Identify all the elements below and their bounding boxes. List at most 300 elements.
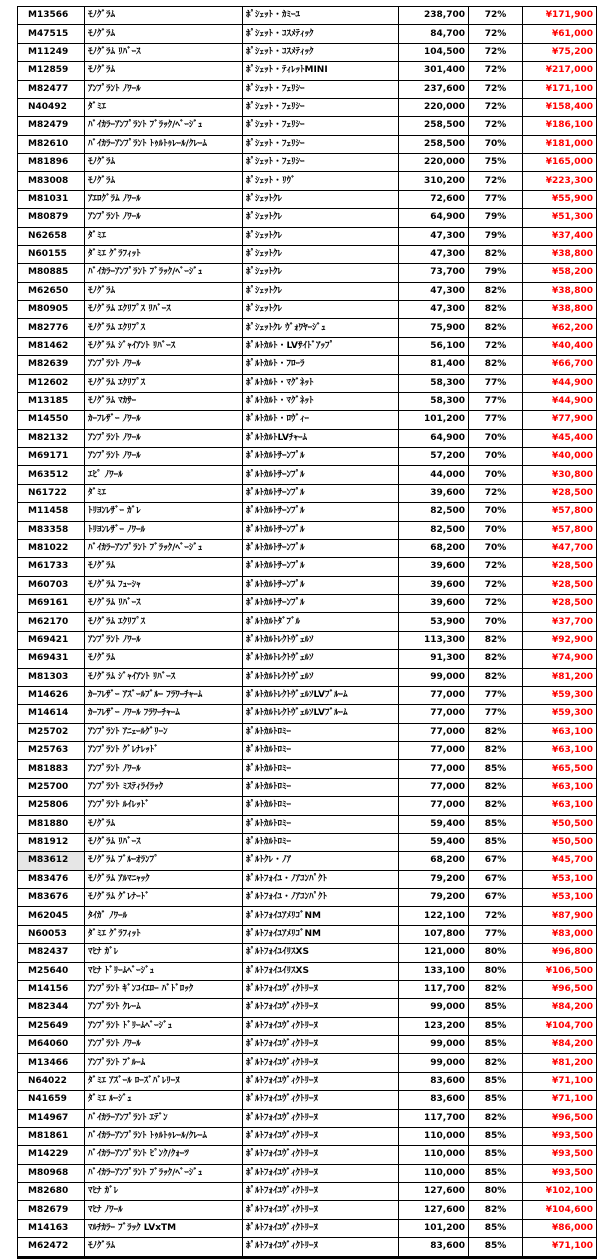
table-row [18,999,597,1017]
purchase-rate-cell: 85% [469,1238,523,1257]
purchase-price-cell: ¥84,200 [523,1036,597,1054]
price-sheet [17,6,596,1259]
material-line-cell: ﾓﾉｸﾞﾗﾑ [85,172,243,190]
purchase-price-cell: ¥181,000 [523,135,597,153]
product-code-cell: M14967 [18,1109,85,1127]
material-line-cell: ﾀﾞﾐｴ [85,98,243,116]
retail-price-cell: 64,900 [399,429,469,447]
retail-price-cell: 59,400 [399,833,469,851]
purchase-rate-cell: 72% [469,172,523,190]
purchase-rate-cell: 79% [469,227,523,245]
retail-price-cell: 113,300 [399,631,469,649]
retail-price-cell: 101,200 [399,411,469,429]
purchase-rate-cell: 80% [469,962,523,980]
product-code-cell: M14614 [18,705,85,723]
table-row [18,43,597,61]
product-code-cell: M82639 [18,356,85,374]
retail-price-cell: 237,600 [399,80,469,98]
purchase-rate-cell: 80% [469,1183,523,1201]
model-name-cell: ﾎﾟﾙﾄﾌｫｲﾕｲﾘｽXS [243,944,399,962]
purchase-rate-cell: 85% [469,833,523,851]
product-code-cell: M82132 [18,429,85,447]
product-code-cell: M82680 [18,1183,85,1201]
product-code-cell: M82679 [18,1201,85,1219]
model-name-cell: ﾎﾟｼｪｯﾄ・ﾌｪﾘｼｰ [243,98,399,116]
product-code-cell: M12602 [18,374,85,392]
material-line-cell: ｴﾋﾟ ﾉﾜｰﾙ [85,466,243,484]
model-name-cell: ﾎﾟﾙﾄﾌｫｲﾕｳﾞｨｸﾄﾘｰﾇ [243,1219,399,1237]
purchase-price-cell: ¥40,400 [523,337,597,355]
purchase-rate-cell: 70% [469,503,523,521]
table-row [18,7,597,25]
model-name-cell: ﾎﾟﾙﾄｶﾙﾄLVﾁｬｰﾑ [243,429,399,447]
purchase-price-cell: ¥50,500 [523,815,597,833]
table-row [18,613,597,631]
table-row [18,1164,597,1182]
purchase-rate-cell: 85% [469,999,523,1017]
table-row [18,1238,597,1257]
model-name-cell: ﾎﾟﾙﾄｶﾙﾄｻｰﾝﾌﾟﾙ [243,448,399,466]
table-row [18,282,597,300]
table-row [18,742,597,760]
table-row [18,833,597,851]
material-line-cell: ｱﾝﾌﾟﾗﾝﾄ ﾄﾞﾘｰﾑﾍﾞｰｼﾞｭ [85,1017,243,1035]
purchase-rate-cell: 79% [469,209,523,227]
retail-price-cell: 238,700 [399,7,469,25]
retail-price-cell: 47,300 [399,227,469,245]
table-row [18,484,597,502]
material-line-cell: ﾓﾉｸﾞﾗﾑ ﾘﾊﾞｰｽ [85,43,243,61]
purchase-rate-cell: 85% [469,1164,523,1182]
table-row [18,558,597,576]
purchase-price-cell: ¥37,700 [523,613,597,631]
product-code-cell: M11458 [18,503,85,521]
retail-price-cell: 83,600 [399,1238,469,1257]
material-line-cell: ﾀﾞﾐｴ ｸﾞﾗﾌｨｯﾄ [85,925,243,943]
retail-price-cell: 47,300 [399,301,469,319]
purchase-rate-cell: 85% [469,760,523,778]
purchase-price-cell: ¥57,800 [523,503,597,521]
purchase-rate-cell: 67% [469,870,523,888]
purchase-rate-cell: 72% [469,98,523,116]
purchase-price-cell: ¥158,400 [523,98,597,116]
purchase-rate-cell: 72% [469,907,523,925]
purchase-price-cell: ¥63,100 [523,778,597,796]
product-code-cell: M62472 [18,1238,85,1257]
table-row [18,98,597,116]
material-line-cell: ﾏﾋﾅ ｶﾞﾚ [85,944,243,962]
material-line-cell: ﾊﾞｲｶﾗｰｱﾝﾌﾟﾗﾝﾄ ﾄｩﾙﾄｩﾚｰﾙ/ｸﾚｰﾑ [85,135,243,153]
table-row [18,245,597,263]
model-name-cell: ﾎﾟｼｪｯﾄ・ｺｽﾒﾃｨｯｸ [243,43,399,61]
table-row [18,264,597,282]
table-row [18,209,597,227]
product-code-cell: M80885 [18,264,85,282]
purchase-rate-cell: 72% [469,576,523,594]
material-line-cell: ﾓﾉｸﾞﾗﾑ ｱﾙﾏﾆｬｯｸ [85,870,243,888]
table-row [18,80,597,98]
purchase-price-cell: ¥71,100 [523,1238,597,1257]
material-line-cell: ﾓﾉｸﾞﾗﾑ [85,25,243,43]
material-line-cell: ﾓﾉｸﾞﾗﾑ [85,815,243,833]
retail-price-cell: 99,000 [399,1054,469,1072]
model-name-cell: ﾎﾟﾙﾄｶﾙﾄﾛﾐｰ [243,723,399,741]
model-name-cell: ﾎﾟﾙﾄｶﾙﾄｻｰﾝﾌﾟﾙ [243,503,399,521]
material-line-cell: ﾓﾉｸﾞﾗﾑ [85,558,243,576]
purchase-price-cell: ¥86,000 [523,1219,597,1237]
material-line-cell: ｱﾝﾌﾟﾗﾝﾄ ｸﾚｰﾑ [85,999,243,1017]
purchase-price-cell: ¥47,700 [523,539,597,557]
table-row [18,576,597,594]
product-code-cell: M80968 [18,1164,85,1182]
purchase-rate-cell: 72% [469,595,523,613]
product-code-cell: M83358 [18,521,85,539]
model-name-cell: ﾎﾟﾙﾄﾌｫｲﾕｲﾘｽXS [243,962,399,980]
retail-price-cell: 44,000 [399,466,469,484]
product-code-cell: N60053 [18,925,85,943]
model-name-cell: ﾎﾟﾙﾄｶﾙﾄｻｰﾝﾌﾟﾙ [243,595,399,613]
model-name-cell: ﾎﾟｼｪｯﾄｸﾚ [243,264,399,282]
product-code-cell: M69161 [18,595,85,613]
model-name-cell: ﾎﾟｼｪｯﾄｸﾚ [243,282,399,300]
retail-price-cell: 53,900 [399,613,469,631]
product-code-cell: M14229 [18,1146,85,1164]
material-line-cell: ﾊﾞｲｶﾗｰｱﾝﾌﾟﾗﾝﾄ ﾋﾟﾝｸ/ｸｫｰﾂ [85,1146,243,1164]
retail-price-cell: 127,600 [399,1183,469,1201]
purchase-rate-cell: 70% [469,539,523,557]
retail-price-cell: 64,900 [399,209,469,227]
product-code-cell: M81031 [18,190,85,208]
product-code-cell: M82776 [18,319,85,337]
purchase-price-cell: ¥59,300 [523,705,597,723]
product-code-cell: N62658 [18,227,85,245]
product-code-cell: M62045 [18,907,85,925]
retail-price-cell: 57,200 [399,448,469,466]
purchase-rate-cell: 82% [469,356,523,374]
product-code-cell: M81912 [18,833,85,851]
table-row [18,154,597,172]
retail-price-cell: 127,600 [399,1201,469,1219]
retail-price-cell: 99,000 [399,999,469,1017]
retail-price-cell: 123,200 [399,1017,469,1035]
model-name-cell: ﾎﾟﾙﾄｶﾙﾄﾛﾐｰ [243,778,399,796]
model-name-cell: ﾎﾟﾙﾄｶﾙﾄ・ﾏｸﾞﾈｯﾄ [243,392,399,410]
product-code-cell: M81022 [18,539,85,557]
model-name-cell: ﾎﾟﾙﾄｶﾙﾄﾚｸﾄｳﾞｪﾙｿ [243,650,399,668]
material-line-cell: ｱﾝﾌﾟﾗﾝﾄ ﾉﾜｰﾙ [85,356,243,374]
retail-price-cell: 220,000 [399,154,469,172]
product-code-cell: N60155 [18,245,85,263]
purchase-price-cell: ¥165,000 [523,154,597,172]
table-row [18,797,597,815]
purchase-rate-cell: 82% [469,650,523,668]
model-name-cell: ﾎﾟﾙﾄﾌｫｲﾕｳﾞｨｸﾄﾘｰﾇ [243,1146,399,1164]
material-line-cell: ｱﾝﾌﾟﾗﾝﾄ ﾉﾜｰﾙ [85,429,243,447]
material-line-cell: ｱﾝﾌﾟﾗﾝﾄ ﾉﾜｰﾙ [85,631,243,649]
retail-price-cell: 133,100 [399,962,469,980]
material-line-cell: ﾊﾞｲｶﾗｰｱﾝﾌﾟﾗﾝﾄ ﾌﾞﾗｯｸ/ﾍﾞｰｼﾞｭ [85,117,243,135]
purchase-rate-cell: 85% [469,1219,523,1237]
material-line-cell: ﾏﾋﾅ ﾉﾜｰﾙ [85,1201,243,1219]
table-row [18,889,597,907]
purchase-rate-cell: 67% [469,852,523,870]
model-name-cell: ﾎﾟﾙﾄｶﾙﾄﾛﾐｰ [243,760,399,778]
retail-price-cell: 73,700 [399,264,469,282]
product-code-cell: M14156 [18,980,85,998]
product-code-cell: M82477 [18,80,85,98]
retail-price-cell: 77,000 [399,686,469,704]
retail-price-cell: 110,000 [399,1164,469,1182]
product-code-cell: M82437 [18,944,85,962]
purchase-price-cell: ¥62,200 [523,319,597,337]
material-line-cell: ｶｰﾌﾚｻﾞｰ ﾉﾜｰﾙ [85,411,243,429]
product-code-cell: M69421 [18,631,85,649]
purchase-rate-cell: 85% [469,815,523,833]
model-name-cell: ﾎﾟﾙﾄｶﾙﾄ・LVｻｲﾄﾞｱｯﾌﾟ [243,337,399,355]
purchase-rate-cell: 82% [469,1054,523,1072]
model-name-cell: ﾎﾟﾙﾄｶﾙﾄ・ﾌﾛｰﾗ [243,356,399,374]
material-line-cell: ﾓﾉｸﾞﾗﾑ [85,282,243,300]
product-code-cell: M25700 [18,778,85,796]
product-code-cell: M83612 [18,852,85,870]
purchase-rate-cell: 72% [469,80,523,98]
retail-price-cell: 75,900 [399,319,469,337]
model-name-cell: ﾎﾟﾙﾄﾌｫｲﾕｳﾞｨｸﾄﾘｰﾇ [243,1164,399,1182]
retail-price-cell: 79,200 [399,889,469,907]
model-name-cell: ﾎﾟｼｪｯﾄ・ｶﾐｰﾕ [243,7,399,25]
purchase-price-cell: ¥71,100 [523,1091,597,1109]
purchase-price-cell: ¥171,900 [523,7,597,25]
model-name-cell: ﾎﾟﾙﾄﾌｫｲﾕ・ﾉｱｺﾝﾊﾟｸﾄ [243,889,399,907]
purchase-price-cell: ¥93,500 [523,1146,597,1164]
purchase-rate-cell: 82% [469,668,523,686]
model-name-cell: ﾎﾟﾙﾄｶﾙﾄﾛﾐｰ [243,833,399,851]
purchase-rate-cell: 70% [469,466,523,484]
model-name-cell: ﾎﾟﾙﾄｶﾙﾄﾚｸﾄｳﾞｪﾙｿ [243,668,399,686]
model-name-cell: ﾎﾟﾙﾄｶﾙﾄﾛﾐｰ [243,742,399,760]
retail-price-cell: 59,400 [399,815,469,833]
purchase-price-cell: ¥186,100 [523,117,597,135]
retail-price-cell: 110,000 [399,1146,469,1164]
product-code-cell: M80879 [18,209,85,227]
model-name-cell: ﾎﾟｼｪｯﾄｸﾚ [243,209,399,227]
retail-price-cell: 258,500 [399,117,469,135]
material-line-cell: ﾀﾞﾐｴ ﾙｰｼﾞｭ [85,1091,243,1109]
retail-price-cell: 39,600 [399,558,469,576]
retail-price-cell: 310,200 [399,172,469,190]
material-line-cell: ﾀｲｶﾞ ﾉﾜｰﾙ [85,907,243,925]
product-code-cell: N40492 [18,98,85,116]
material-line-cell: ﾄﾘﾖﾝﾚｻﾞｰ ｶﾞﾚ [85,503,243,521]
table-row [18,1146,597,1164]
retail-price-cell: 83,600 [399,1072,469,1090]
material-line-cell: ｱﾝﾌﾟﾗﾝﾄ ﾉﾜｰﾙ [85,209,243,227]
product-code-cell: M14550 [18,411,85,429]
purchase-rate-cell: 67% [469,889,523,907]
material-line-cell: ﾄﾘﾖﾝﾚｻﾞｰ ﾉﾜｰﾙ [85,521,243,539]
purchase-price-cell: ¥53,100 [523,870,597,888]
table-row [18,448,597,466]
model-name-cell: ﾎﾟﾙﾄｶﾙﾄﾀﾞﾌﾞﾙ [243,613,399,631]
table-row [18,631,597,649]
purchase-price-cell: ¥44,900 [523,374,597,392]
retail-price-cell: 122,100 [399,907,469,925]
purchase-rate-cell: 82% [469,245,523,263]
retail-price-cell: 117,700 [399,1109,469,1127]
purchase-price-cell: ¥53,100 [523,889,597,907]
model-name-cell: ﾎﾟﾙﾄｶﾙﾄﾚｸﾄｳﾞｪﾙｿ [243,631,399,649]
retail-price-cell: 77,000 [399,760,469,778]
product-code-cell: M69171 [18,448,85,466]
purchase-rate-cell: 70% [469,521,523,539]
product-code-cell: M62650 [18,282,85,300]
retail-price-cell: 91,300 [399,650,469,668]
material-line-cell: ｱﾝﾌﾟﾗﾝﾄ ﾙｲﾚｯﾄﾞ [85,797,243,815]
purchase-price-cell: ¥28,500 [523,595,597,613]
purchase-rate-cell: 82% [469,319,523,337]
model-name-cell: ﾎﾟﾙﾄﾌｫｲﾕｳﾞｨｸﾄﾘｰﾇ [243,1036,399,1054]
purchase-price-cell: ¥106,500 [523,962,597,980]
purchase-price-cell: ¥96,800 [523,944,597,962]
purchase-rate-cell: 82% [469,797,523,815]
table-row [18,723,597,741]
material-line-cell: ﾓﾉｸﾞﾗﾑ ﾌﾞﾙｰｵﾗﾝﾌﾟ [85,852,243,870]
purchase-rate-cell: 85% [469,1127,523,1145]
model-name-cell: ﾎﾟｼｪｯﾄｸﾚ [243,301,399,319]
table-row [18,944,597,962]
product-code-cell: M14626 [18,686,85,704]
material-line-cell: ﾓﾉｸﾞﾗﾑ [85,154,243,172]
purchase-rate-cell: 79% [469,264,523,282]
table-row [18,466,597,484]
table-row [18,668,597,686]
material-line-cell: ﾀﾞﾐｴ [85,227,243,245]
table-row [18,1201,597,1219]
purchase-rate-cell: 77% [469,190,523,208]
table-row [18,1036,597,1054]
purchase-price-cell: ¥38,800 [523,282,597,300]
material-line-cell: ﾓﾉｸﾞﾗﾑ ｼﾞｬｲｱﾝﾄ ﾘﾊﾞｰｽ [85,337,243,355]
purchase-price-cell: ¥171,100 [523,80,597,98]
purchase-rate-cell: 85% [469,1036,523,1054]
model-name-cell: ﾎﾟﾙﾄﾌｫｲﾕｳﾞｨｸﾄﾘｰﾇ [243,1127,399,1145]
product-code-cell: M81861 [18,1127,85,1145]
purchase-rate-cell: 82% [469,301,523,319]
product-code-cell: M83476 [18,870,85,888]
purchase-price-cell: ¥51,300 [523,209,597,227]
table-row [18,1072,597,1090]
retail-price-cell: 58,300 [399,374,469,392]
material-line-cell: ﾏﾋﾅ ﾄﾞﾘｰﾑﾍﾞｰｼﾞｭ [85,962,243,980]
product-code-cell: M47515 [18,25,85,43]
material-line-cell: ﾓﾉｸﾞﾗﾑ [85,7,243,25]
purchase-rate-cell: 80% [469,944,523,962]
model-name-cell: ﾎﾟﾙﾄﾌｫｲﾕｳﾞｨｸﾄﾘｰﾇ [243,1072,399,1090]
purchase-rate-cell: 72% [469,43,523,61]
model-name-cell: ﾎﾟﾙﾄﾌｫｲﾕｳﾞｨｸﾄﾘｰﾇ [243,980,399,998]
product-code-cell: M14163 [18,1219,85,1237]
product-code-cell: M13466 [18,1054,85,1072]
purchase-rate-cell: 77% [469,925,523,943]
purchase-rate-cell: 82% [469,1201,523,1219]
purchase-rate-cell: 82% [469,778,523,796]
table-row [18,815,597,833]
model-name-cell: ﾎﾟﾙﾄｶﾙﾄｻｰﾝﾌﾟﾙ [243,576,399,594]
purchase-price-cell: ¥57,800 [523,521,597,539]
purchase-price-cell: ¥59,300 [523,686,597,704]
material-line-cell: ﾓﾉｸﾞﾗﾑ ｸﾞﾚﾅｰﾄﾞ [85,889,243,907]
purchase-price-cell: ¥84,200 [523,999,597,1017]
material-line-cell: ｱﾝﾌﾟﾗﾝﾄ ﾉﾜｰﾙ [85,760,243,778]
table-row [18,392,597,410]
model-name-cell: ﾎﾟﾙﾄﾌｫｲﾕｳﾞｨｸﾄﾘｰﾇ [243,999,399,1017]
table-row [18,980,597,998]
purchase-price-cell: ¥96,500 [523,980,597,998]
material-line-cell: ﾓﾉｸﾞﾗﾑ ﾘﾊﾞｰｽ [85,833,243,851]
material-line-cell: ｱﾝﾌﾟﾗﾝﾄ ﾉﾜｰﾙ [85,1036,243,1054]
product-code-cell: M82479 [18,117,85,135]
model-name-cell: ﾎﾟﾙﾄｶﾙﾄ・ﾏｸﾞﾈｯﾄ [243,374,399,392]
table-row [18,925,597,943]
retail-price-cell: 99,000 [399,1036,469,1054]
table-row [18,429,597,447]
model-name-cell: ﾎﾟｼｪｯﾄ・ﾘｳﾞ [243,172,399,190]
material-line-cell: ﾏﾋﾅ ｶﾞﾚ [85,1183,243,1201]
purchase-rate-cell: 72% [469,558,523,576]
table-row [18,1219,597,1237]
retail-price-cell: 56,100 [399,337,469,355]
table-row [18,705,597,723]
material-line-cell: ﾓﾉｸﾞﾗﾑ [85,1238,243,1257]
table-row [18,521,597,539]
purchase-price-cell: ¥50,500 [523,833,597,851]
table-row [18,319,597,337]
material-line-cell: ｱﾝﾌﾟﾗﾝﾄ ﾐｽﾃｨﾗｲﾗｯｸ [85,778,243,796]
retail-price-cell: 121,000 [399,944,469,962]
product-code-cell: M13185 [18,392,85,410]
material-line-cell: ﾓﾉｸﾞﾗﾑ ﾏｶｻｰ [85,392,243,410]
purchase-price-cell: ¥83,000 [523,925,597,943]
retail-price-cell: 110,000 [399,1127,469,1145]
product-code-cell: M81303 [18,668,85,686]
purchase-rate-cell: 82% [469,282,523,300]
retail-price-cell: 58,300 [399,392,469,410]
retail-price-cell: 82,500 [399,521,469,539]
model-name-cell: ﾎﾟｼｪｯﾄ・ﾌｪﾘｼｰ [243,117,399,135]
retail-price-cell: 77,000 [399,705,469,723]
retail-price-cell: 99,000 [399,668,469,686]
model-name-cell: ﾎﾟﾙﾄﾌｫｲﾕｳﾞｨｸﾄﾘｰﾇ [243,1017,399,1035]
purchase-price-cell: ¥28,500 [523,558,597,576]
purchase-price-cell: ¥93,500 [523,1164,597,1182]
product-code-cell: M81896 [18,154,85,172]
material-line-cell: ﾓﾉｸﾞﾗﾑ ｴｸﾘﾌﾟｽ ﾘﾊﾞｰｽ [85,301,243,319]
material-line-cell: ﾊﾞｲｶﾗｰｱﾝﾌﾟﾗﾝﾄ ﾌﾞﾗｯｸ/ﾍﾞｰｼﾞｭ [85,539,243,557]
material-line-cell: ﾓﾉｸﾞﾗﾑ ｴｸﾘﾌﾟｽ [85,319,243,337]
model-name-cell: ﾎﾟﾙﾄｶﾙﾄﾚｸﾄｳﾞｪﾙｿLVﾌﾞﾙｰﾑ [243,705,399,723]
retail-price-cell: 258,500 [399,135,469,153]
model-name-cell: ﾎﾟﾙﾄｶﾙﾄｻｰﾝﾌﾟﾙ [243,484,399,502]
purchase-price-cell: ¥81,200 [523,668,597,686]
purchase-price-cell: ¥71,100 [523,1072,597,1090]
product-code-cell: M12859 [18,62,85,80]
purchase-rate-cell: 77% [469,686,523,704]
table-row [18,907,597,925]
table-row [18,301,597,319]
price-table [17,6,597,1259]
table-row [18,1017,597,1035]
model-name-cell: ﾎﾟﾙﾄｶﾙﾄｻｰﾝﾌﾟﾙ [243,521,399,539]
